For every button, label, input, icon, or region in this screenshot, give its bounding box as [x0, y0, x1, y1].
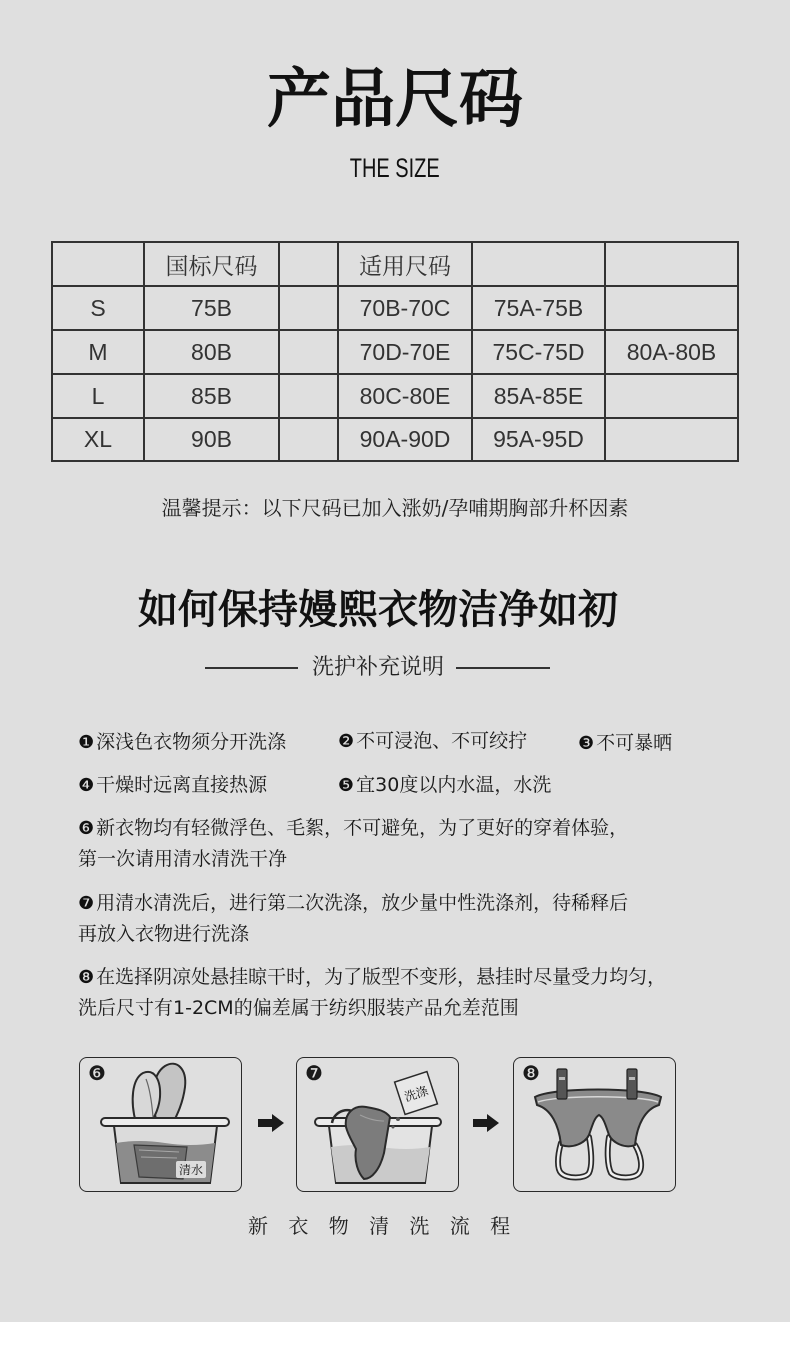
care-item-text: 在选择阴凉处悬挂晾干时，为了版型不变形，悬挂时尽量受力均匀，: [96, 966, 667, 988]
basin-rim: [101, 1118, 229, 1126]
care-item-line: 再放入衣物进行洗涤: [78, 923, 250, 945]
table-cell-size: XL: [53, 419, 145, 462]
table-cell: 70D-70E: [339, 331, 473, 375]
care-section-subtitle: 洗护补充说明: [311, 655, 444, 680]
table-cell: 90A-90D: [339, 419, 473, 462]
care-item-text: 宜30度以内水温，水洗: [356, 774, 552, 796]
care-item-6: [78, 813, 628, 874]
table-cell: [280, 375, 339, 419]
step-number-7: ❼: [305, 1061, 323, 1085]
care-item-line: 洗后尺寸有1-2CM的偏差属于纺织服装产品允差范围: [78, 997, 519, 1019]
table-cell: 75B: [145, 287, 280, 331]
bottom-margin: [0, 1322, 790, 1359]
page-title: 产品尺码: [267, 63, 523, 137]
step-number-8: ❽: [522, 1061, 540, 1085]
care-item-text: 深浅色衣物须分开洗涤: [96, 731, 287, 753]
size-tip: 温馨提示：以下尺码已加入涨奶/孕哺期胸部升杯因素: [161, 496, 629, 520]
table-cell: 80C-80E: [339, 375, 473, 419]
page-subtitle: [0, 152, 790, 188]
size-table: [51, 241, 739, 462]
process-caption: 新 衣 物 清 洗 流 程: [248, 1214, 511, 1238]
table-header-cell: [280, 243, 339, 287]
care-item-line: [78, 888, 628, 919]
number-badge-5: ❺: [338, 775, 355, 796]
number-badge-2: ❷: [338, 731, 355, 752]
number-badge-3: ❸: [578, 733, 595, 754]
table-cell: 70B-70C: [339, 287, 473, 331]
care-item-3: [578, 729, 672, 758]
care-item-2: [338, 727, 527, 756]
table-cell: 80A-80B: [606, 331, 739, 375]
table-header-cell: [473, 243, 606, 287]
care-item-8: [78, 962, 666, 1023]
table-cell: [280, 419, 339, 462]
table-header-cell: 国标尺码: [145, 243, 280, 287]
table-cell: 85B: [145, 375, 280, 419]
care-item-text: 用清水清洗后，进行第二次洗涤，放少量中性洗涤剂，待稀释后: [96, 892, 629, 914]
care-section-title: 如何保持嫚熙衣物洁净如初: [138, 587, 618, 633]
table-cell-size: S: [53, 287, 145, 331]
number-badge-7: ❼: [78, 893, 95, 914]
right-clip: [627, 1069, 637, 1099]
number-badge-1: ❶: [78, 732, 95, 753]
number-badge-6: ❻: [78, 818, 95, 839]
care-item-text: 干燥时远离直接热源: [96, 774, 268, 796]
care-item-7: [78, 888, 628, 949]
table-cell: [606, 287, 739, 331]
table-cell: 75A-75B: [473, 287, 606, 331]
water-label: 清水: [178, 1162, 203, 1177]
process-step-wash: [296, 1057, 459, 1192]
detergent-packet: [394, 1071, 437, 1114]
care-item-line: [78, 962, 666, 993]
table-cell: 85A-85E: [473, 375, 606, 419]
table-header-cell: [53, 243, 145, 287]
table-cell: [606, 375, 739, 419]
care-item-text: 不可浸泡、不可绞拧: [356, 730, 528, 752]
table-header-cell: [606, 243, 739, 287]
arrow-right-icon: [258, 1114, 284, 1132]
care-item-text: 不可暴晒: [596, 732, 673, 754]
table-header-cell: 适用尺码: [339, 243, 473, 287]
table-cell-size: M: [53, 331, 145, 375]
arrow-right-icon: [473, 1114, 499, 1132]
detergent-label: 洗涤: [402, 1083, 430, 1104]
step-number-6: ❻: [88, 1061, 106, 1085]
table-cell: [280, 331, 339, 375]
care-item-text: 新衣物均有轻微浮色、毛絮，不可避免，为了更好的穿着体验，: [96, 817, 629, 839]
process-step-hang-dry: [513, 1057, 676, 1192]
process-step-rinse: [79, 1057, 242, 1192]
care-item-line: [78, 813, 628, 844]
table-cell: 75C-75D: [473, 331, 606, 375]
number-badge-4: ❹: [78, 775, 95, 796]
table-cell: [606, 419, 739, 462]
care-item-line: 第一次请用清水清洗干净: [78, 848, 288, 870]
page-subtitle-text: THE SIZE: [350, 153, 440, 183]
table-cell: 90B: [145, 419, 280, 462]
care-item-4: [78, 771, 267, 800]
number-badge-8: ❽: [78, 967, 95, 988]
table-cell-size: L: [53, 375, 145, 419]
care-item-5: [338, 771, 551, 800]
table-cell: [280, 287, 339, 331]
table-cell: 80B: [145, 331, 280, 375]
table-cell: 95A-95D: [473, 419, 606, 462]
care-item-1: [78, 728, 286, 757]
left-clip: [557, 1069, 567, 1099]
